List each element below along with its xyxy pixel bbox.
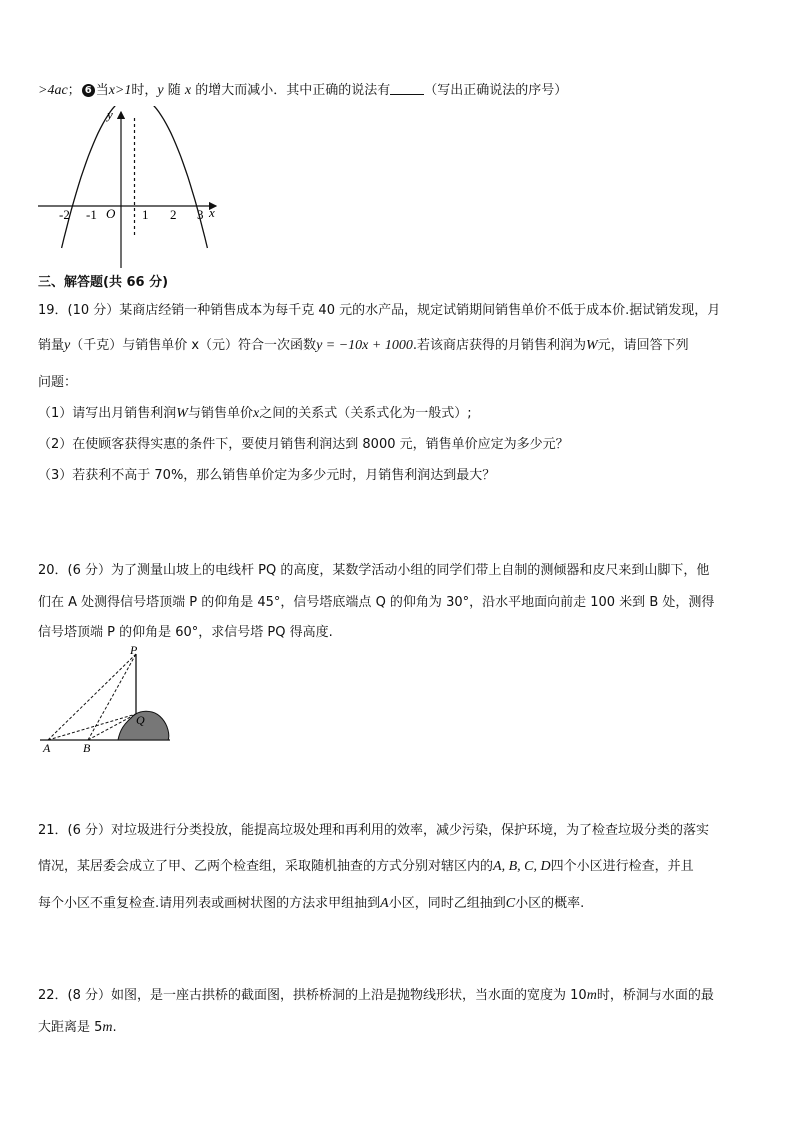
q18-y-math: y [157, 83, 164, 98]
tick-label: 2 [170, 207, 177, 222]
tick-label: -2 [59, 207, 70, 222]
q19-sub1 [38, 405, 472, 423]
q18-x-math: x [184, 83, 192, 98]
tick-label: 1 [142, 207, 149, 222]
q21-l3-a: 每个小区不重复检查.请用列表或画树状图的方法求甲组抽到 [38, 896, 381, 911]
q18-cond-math: x>1 [108, 83, 132, 98]
q22-line1 [38, 987, 714, 1005]
q22-l1-b: 时，桥洞与水面的最 [596, 988, 714, 1003]
q19-line3: 问题： [38, 375, 78, 390]
q21-l2-math: A, B, C, D [493, 859, 551, 874]
q21-l3-b: 小区，同时乙组抽到 [388, 896, 506, 911]
q20-line1: 20．(6 分）为了测量山坡上的电线杆 PQ 的高度，某数学活动小组的同学们带上自制的测倾器和皮尺来到山脚下，他 [38, 563, 710, 578]
q19-l2-W: W [585, 338, 598, 353]
q18-text-a: 当 [95, 83, 109, 98]
q20-line3: 信号塔顶端 P 的仰角是 60°，求信号塔 PQ 得高度. [38, 625, 333, 640]
q18-text-b: 时， [131, 83, 158, 98]
circled-six: 6 [82, 84, 95, 97]
q22-l2-a: 大距离是 5 [38, 1020, 103, 1035]
answer-blank [390, 82, 424, 95]
q21-l3-A: A [380, 896, 389, 911]
q22-l2-b: . [112, 1020, 117, 1035]
q19-line2 [38, 337, 689, 355]
q22-line2 [38, 1019, 117, 1037]
q18-sep: ； [67, 83, 81, 98]
q19-sub3: （3）若获利不高于 70%，那么销售单价定为多少元时，月销售利润达到最大？ [38, 468, 496, 483]
q21-l3-c: 小区的概率. [515, 896, 585, 911]
q19-s1-b: 与销售单价 [187, 406, 253, 421]
q21-l2-a: 情况，某居委会成立了甲、乙两个检查组，采取随机抽查的方式分别对辖区内的 [38, 859, 494, 874]
q22-l1-a: 22．(8 分）如图，是一座古拱桥的截面图，拱桥桥洞的上沿是抛物线形状，当水面的宽度为 10 [38, 988, 587, 1003]
tower-figure [36, 644, 176, 756]
q19-l2-y: y [64, 338, 71, 353]
q18-tail-line [38, 82, 567, 100]
q19-s1-W: W [176, 406, 188, 421]
tick-label: 3 [197, 207, 204, 222]
q19-formula: y = −10x + 1000 [316, 338, 413, 353]
q21-line3 [38, 895, 584, 913]
y-axis-label: y [107, 107, 113, 122]
label-q: Q [136, 713, 145, 727]
q19-line1: 19．(10 分）某商店经销一种销售成本为每千克 40 元的水产品，规定试销期间销售单价不低于成本价.据试销发现，月 [38, 303, 721, 318]
q18-text-c: 随 [163, 83, 185, 98]
q21-l3-C: C [505, 896, 516, 911]
label-p: P [130, 644, 138, 657]
q19-l2-a: 销量 [38, 338, 65, 353]
q21-line2 [38, 858, 694, 876]
q19-l2-d: 元，请回答下列 [597, 338, 689, 353]
section-heading: 三、解答题(共 66 分) [38, 275, 169, 290]
q19-l2-c: .若该商店获得的月销售利润为 [412, 338, 586, 353]
parabola-graph [34, 106, 224, 272]
q20-line2: 们在 A 处测得信号塔顶端 P 的仰角是 45°，信号塔底端点 Q 的仰角为 30°，沿水平地面向前走 100 米到 B 处，测得 [38, 595, 715, 610]
label-a: A [43, 741, 51, 755]
q21-l2-b: 四个小区进行检查，并且 [550, 859, 694, 874]
x-axis-label: x [209, 205, 215, 220]
q19-sub2: （2）在使顾客获得实惠的条件下，要使月销售利润达到 8000 元，销售单价应定为多少元？ [38, 437, 569, 452]
q18-text-e: （写出正确说法的序号） [424, 83, 568, 98]
q19-s1-x: x [252, 406, 260, 421]
tick-label: -1 [86, 207, 97, 222]
origin-label: O [106, 206, 116, 221]
q18-text-d: 的增大而减小．其中正确的说法有 [191, 83, 391, 98]
q22-l2-m: m [102, 1020, 113, 1035]
q19-s1-a: （1）请写出月销售利润 [38, 406, 177, 421]
q18-prefix-math: >4ac [38, 83, 68, 98]
q22-l1-m: m [586, 988, 597, 1003]
q19-s1-c: 之间的关系式（关系式化为一般式）; [259, 406, 472, 421]
q21-line1: 21．(6 分）对垃圾进行分类投放，能提高垃圾处理和再利用的效率，减少污染，保护环境，为了检查垃圾分类的落实 [38, 823, 710, 838]
q19-l2-b: （千克）与销售单价 x（元）符合一次函数 [70, 338, 317, 353]
label-b: B [83, 741, 91, 755]
